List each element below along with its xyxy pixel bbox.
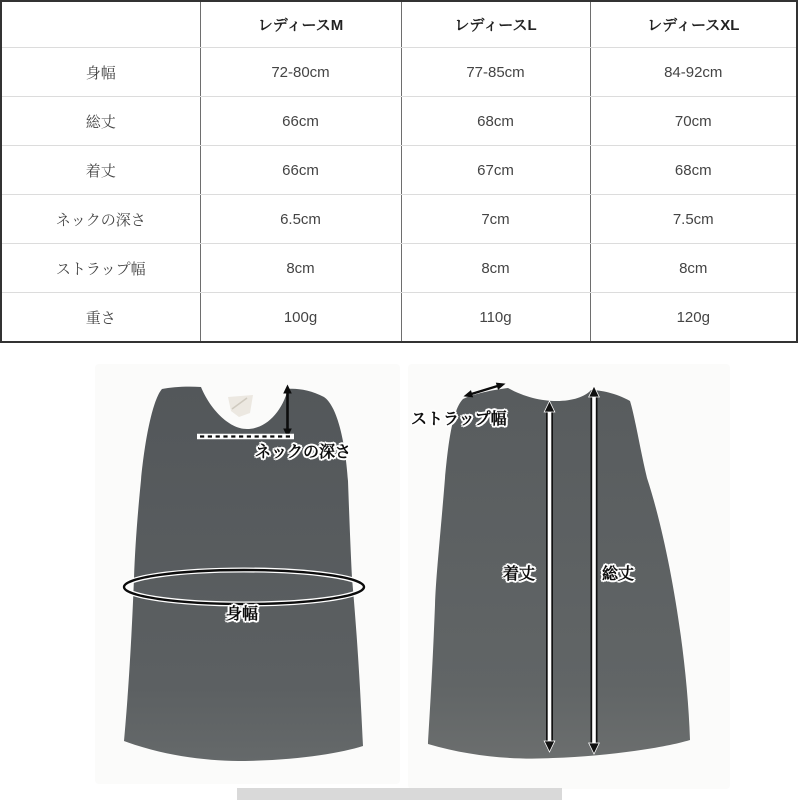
cell-value: 7cm [401,195,590,244]
cell-value: 84-92cm [590,48,797,97]
cell-value: 120g [590,293,797,343]
size-table-col-ladies-m: レディースM [200,1,401,48]
size-table [0,0,798,343]
total-length-label: 総丈 [602,566,635,583]
back-garment-photo [428,388,690,759]
row-label: 総丈 [1,97,200,146]
cell-value: 8cm [200,244,401,293]
table-row-strap-width [1,244,797,293]
measurement-diagram [0,344,800,800]
cell-value: 72-80cm [200,48,401,97]
row-label: 着丈 [1,146,200,195]
neck-tag [228,395,253,417]
cell-value: 8cm [590,244,797,293]
size-table-col-ladies-l: レディースL [401,1,590,48]
cell-value: 100g [200,293,401,343]
wear-length-label: 着丈 [503,566,536,583]
cell-value: 110g [401,293,590,343]
row-label: ストラップ幅 [1,244,200,293]
row-label: ネックの深さ [1,195,200,244]
cell-value: 68cm [401,97,590,146]
bottom-gray-bar [237,788,562,800]
size-table-corner-cell [1,1,200,48]
table-row-neck-depth [1,195,797,244]
table-row-total-length [1,97,797,146]
table-row-body-width [1,48,797,97]
table-row-weight [1,293,797,343]
garment-diagram-svg [0,344,800,800]
cell-value: 7.5cm [590,195,797,244]
cell-value: 77-85cm [401,48,590,97]
cell-value: 8cm [401,244,590,293]
neck-depth-label: ネックの深さ [255,444,352,461]
row-label: 重さ [1,293,200,343]
cell-value: 66cm [200,97,401,146]
table-row-wear-length [1,146,797,195]
strap-width-label: ストラップ幅 [411,411,507,428]
size-table-col-ladies-xl: レディースXL [590,1,797,48]
cell-value: 66cm [200,146,401,195]
row-label: 身幅 [1,48,200,97]
cell-value: 67cm [401,146,590,195]
cell-value: 6.5cm [200,195,401,244]
size-table-header-row [1,1,797,48]
body-width-label: 身幅 [226,606,259,623]
cell-value: 68cm [590,146,797,195]
cell-value: 70cm [590,97,797,146]
